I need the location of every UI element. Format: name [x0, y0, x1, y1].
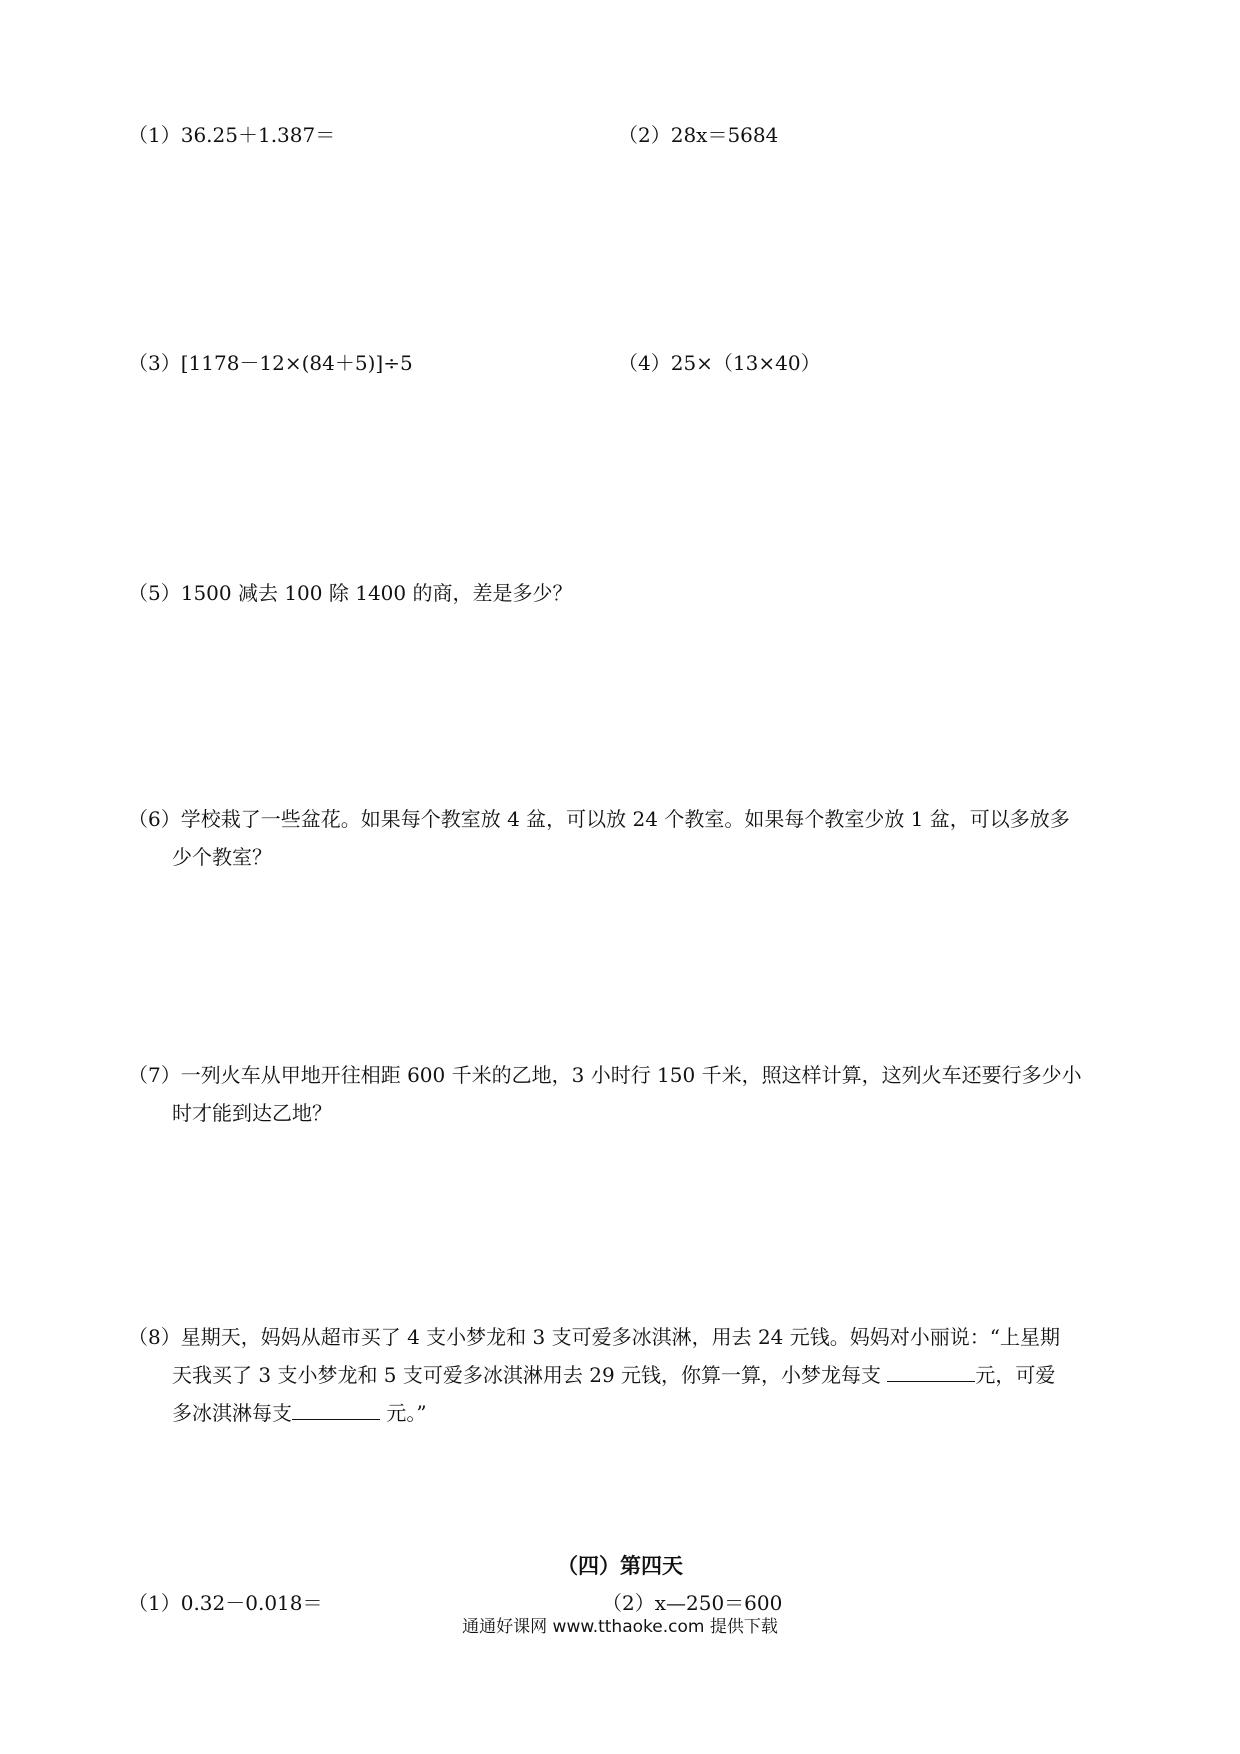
question-8-line-1: （8）星期天，妈妈从超市买了 4 支小梦龙和 3 支可爱多冰淇淋，用去 24 元钱。妈妈对小丽说：“上星期	[128, 1325, 1060, 1349]
question-6	[128, 800, 1128, 876]
question-1: （1）36.25＋1.387＝	[128, 123, 336, 147]
question-7-line-2: 时才能到达乙地？	[172, 1101, 332, 1125]
question-8-line-2-text: 天我买了 3 支小梦龙和 5 支可爱多冰淇淋用去 29 元钱，你算一算，小梦龙每支	[172, 1363, 888, 1387]
question-6-line-1: （6）学校栽了一些盆花。如果每个教室放 4 盆，可以放 24 个教室。如果每个教室少放 1 盆，可以多放多	[128, 807, 1070, 831]
answer-blank-keaiduo-price[interactable]	[292, 1397, 380, 1420]
question-5: （5）1500 减去 100 除 1400 的商，差是多少？	[128, 581, 573, 605]
answer-blank-xiaomenglong-price[interactable]	[887, 1359, 975, 1382]
question-7	[128, 1056, 1128, 1132]
question-2: （2）28x＝5684	[618, 123, 779, 147]
question-8-line-3	[128, 1394, 1128, 1432]
footer-source: 通通好课网 www.tthaoke.com 提供下载	[462, 1617, 778, 1637]
question-8-line-3-text: 多冰淇淋每支	[172, 1401, 292, 1425]
question-8-line-2-unit: 元，可爱	[975, 1363, 1056, 1387]
question-7-line-1: （7）一列火车从甲地开往相距 600 千米的乙地，3 小时行 150 千米，照这样计算，这列火车还要行多少小	[128, 1063, 1082, 1087]
section-4-question-1: （1）0.32－0.018＝	[128, 1591, 323, 1615]
section-4-title: （四）第四天	[557, 1554, 683, 1578]
question-8-line-2	[128, 1356, 1128, 1394]
question-8-line-3-unit: 元。”	[380, 1401, 427, 1425]
question-4: （4）25×（13×40）	[618, 351, 821, 375]
question-6-line-2: 少个教室？	[172, 845, 272, 869]
section-4-question-2: （2）x—250＝600	[602, 1591, 783, 1615]
question-8	[128, 1318, 1128, 1432]
question-3: （3）[1178－12×(84＋5)]÷5	[128, 351, 413, 375]
